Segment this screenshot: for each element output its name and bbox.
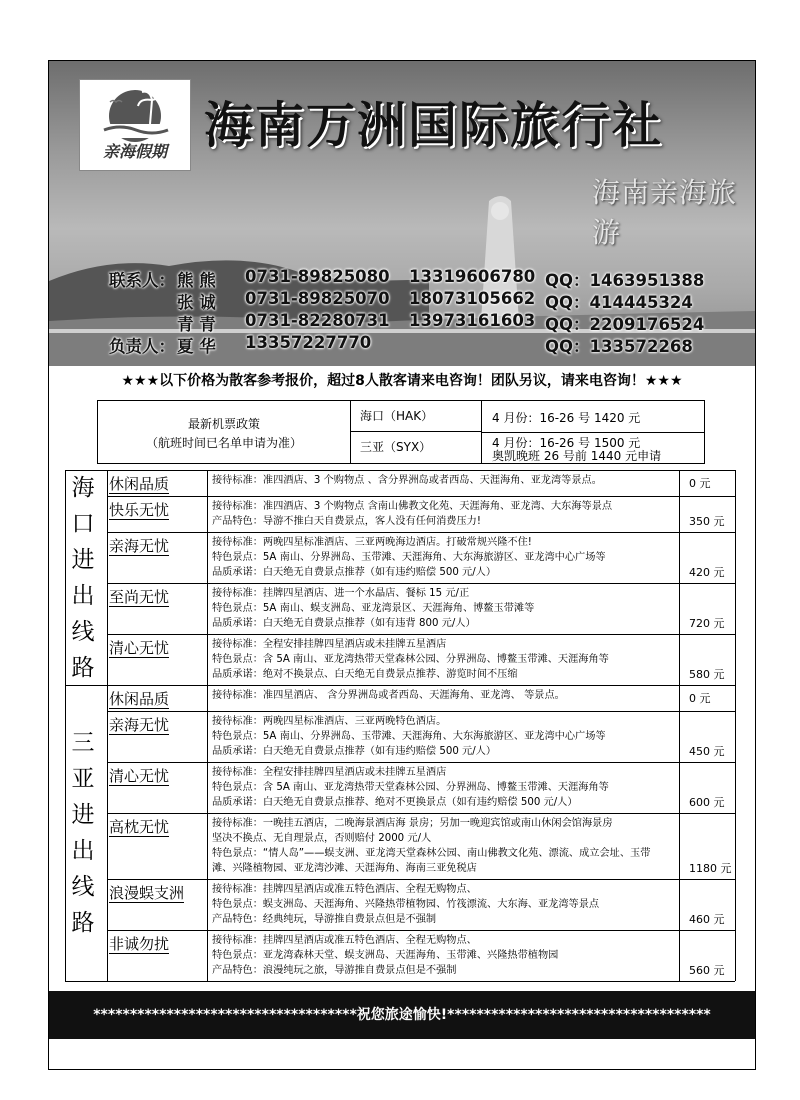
brand-subtitle: 海南亲海旅游 (592, 176, 738, 249)
section-title-char: 三 (71, 730, 95, 756)
package-description-line: 品质承诺：白天绝无自费景点推荐（如有违背 800 元/人） (212, 618, 476, 629)
package-name-text: 非诚勿扰 (109, 935, 170, 953)
section-title-char: 进 (71, 546, 95, 573)
flight-city: 三亚（SYX） (350, 432, 482, 463)
package-description-line: 特色景点：含 5A 南山、亚龙湾热带天堂森林公园、分界洲岛、博鳌玉带滩、天涯海角等 (212, 782, 609, 793)
package-description-line: 品质承诺：白天绝无自费景点推荐、绝对不更换景点（如有违约赔偿 500 元/人） (212, 797, 578, 808)
package-description (212, 688, 678, 703)
package-description-line: 接待标准：挂牌四星酒店或准五特色酒店、全程无购物点、 (212, 935, 477, 946)
package-description-line: 接待标准：全程安排挂牌四星酒店或未挂牌五星酒店 (212, 767, 447, 778)
contact-label: 联系人： (109, 271, 175, 290)
package-name (109, 688, 227, 709)
package-name-text: 休闲品质 (109, 475, 170, 493)
package-price: 600 元 (689, 796, 725, 809)
contact-name: 熊 熊 (177, 271, 216, 290)
package-name (109, 473, 227, 494)
package-price: 420 元 (689, 566, 725, 579)
package-name-text: 快乐无忧 (109, 501, 170, 519)
logo-text: 亲海假期 (102, 142, 167, 161)
package-name (109, 586, 227, 607)
flight-fare (492, 437, 661, 463)
package-description-line: 接待标准：准四星酒店、 含分界洲岛或者西岛、天涯海角、亚龙湾、 等景点。 (212, 690, 565, 701)
package-description-line: 特色景点：5A 南山、分界洲岛、玉带滩、天涯海角、大东海旅游区、亚龙湾中心广场等 (212, 731, 606, 742)
contact-row (109, 289, 755, 311)
header-banner (49, 61, 755, 366)
section-title-char: 进 (71, 802, 95, 828)
package-price: 0 元 (689, 692, 711, 705)
package-name (109, 933, 227, 954)
contact-mobile: 13319606780 (409, 267, 536, 286)
section-title-char: 出 (71, 582, 95, 609)
flight-policy-title: 最新机票政策 (187, 417, 260, 431)
package-description (212, 933, 678, 978)
section-title-char: 出 (71, 838, 95, 864)
package-description-line: 接待标准：挂牌四星酒店或准五特色酒店、全程无购物点、 (212, 884, 477, 895)
package-description-line: 特色景点：蜈支洲岛、天涯海角、兴隆热带植物园、竹筏漂流、大东海、亚龙湾等景点 (212, 899, 600, 910)
package-description-line: 产品特色：导游不推白天自费景点，客人没有任何消费压力! (212, 516, 481, 527)
contact-qq: QQ：133572268 (545, 337, 693, 356)
contact-phone: 0731-82280731 (245, 311, 390, 330)
package-description (212, 586, 678, 631)
package-description (212, 765, 678, 810)
flight-city: 海口（HAK） (350, 401, 482, 432)
package-name (109, 882, 227, 903)
contact-list (109, 267, 755, 355)
route-table (65, 470, 735, 981)
package-price: 350 元 (689, 515, 725, 528)
package-name (109, 816, 227, 837)
package-description-line: 接待标准：两晚四星标准酒店、三亚两晚特色酒店。 (212, 716, 447, 727)
package-description (212, 473, 678, 488)
package-name (109, 535, 227, 556)
package-name-text: 亲海无忧 (109, 716, 170, 734)
package-description-line: 滩、兴隆植物园、亚龙湾沙滩、天涯海角、海南三亚免税店 (212, 863, 477, 874)
flight-fare: 4 月份：16-26 号 1420 元 (492, 411, 641, 425)
section-title-char: 亚 (71, 766, 95, 792)
contact-mobile: 13973161603 (409, 311, 536, 330)
package-description (212, 535, 678, 580)
package-description (212, 882, 678, 927)
package-description (212, 714, 678, 759)
section-title-char: 路 (71, 654, 95, 681)
logo (79, 79, 191, 171)
package-description-line: 接待标准：准四酒店、3 个购物点 、含分界洲岛或者西岛、天涯海角、亚龙湾等景点。 (212, 475, 602, 486)
contact-phone: 0731-89825070 (245, 289, 390, 308)
package-name-text: 清心无忧 (109, 767, 170, 785)
package-price: 720 元 (689, 617, 725, 630)
package-name-text: 亲海无忧 (109, 537, 170, 555)
package-description-line: 接待标准：挂牌四星酒店、进一个水晶店、餐标 15 元/正 (212, 588, 470, 599)
section-title (65, 470, 101, 686)
contact-name: 夏 华 (177, 337, 216, 356)
flight-policy-note: （航班时间已名单申请为准） (145, 436, 302, 450)
price-notice: ★★★以下价格为散客参考报价，超过8人散客请来电咨询！团队另议，请来电咨询！★★★ (121, 373, 683, 389)
package-description-line: 特色景点：“情人岛”——蜈支洲、亚龙湾天堂森林公园、南山佛教文化苑、漂流、成立会址、玉带 (212, 848, 651, 859)
flight-policy-cell (98, 401, 351, 463)
package-description (212, 499, 678, 529)
package-description-line: 坚决不换点、无自理景点，否则赔付 2000 元/人 (212, 833, 432, 844)
package-description-line: 特色景点：亚龙湾森林天堂、蜈支洲岛、天涯海角、玉带滩、兴隆热带植物园 (212, 950, 559, 961)
package-description-line: 接待标准：全程安排挂牌四星酒店或未挂牌五星酒店 (212, 639, 447, 650)
package-price: 0 元 (689, 477, 711, 490)
package-description-line: 产品特色：经典纯玩，导游推自费景点但是不强制 (212, 914, 437, 925)
package-description-line: 特色景点：5A 南山、蜈支洲岛、亚龙湾景区、天涯海角、博鳌玉带滩等 (212, 603, 535, 614)
contact-phone: 13357227770 (245, 333, 372, 352)
package-name (109, 499, 227, 520)
flight-fare-line: 奥凯晚班 26 号前 1440 元申请 (492, 449, 662, 463)
contact-name: 青 青 (177, 315, 216, 334)
package-description-line: 产品特色：浪漫纯玩之旅，导游推自费景点但是不强制 (212, 965, 457, 976)
contact-row (109, 267, 755, 289)
package-description-line: 特色景点：5A 南山、分界洲岛、玉带滩、天涯海角、大东海旅游区、亚龙湾中心广场等 (212, 552, 606, 563)
package-name-text: 高枕无忧 (109, 818, 170, 836)
package-price: 450 元 (689, 745, 725, 758)
package-description-line: 接待标准：准四酒店、3 个购物点 含南山佛教文化苑、天涯海角、亚龙湾、大东海等景点 (212, 501, 613, 512)
flight-policy-table (97, 400, 705, 464)
contact-qq: QQ：414445324 (545, 293, 693, 312)
package-name-text: 浪漫蜈支洲 (109, 884, 185, 902)
package-name (109, 637, 227, 658)
contact-name: 张 诚 (177, 293, 216, 312)
contact-qq: QQ：1463951388 (545, 271, 705, 290)
package-description-line: 特色景点：含 5A 南山、亚龙湾热带天堂森林公园、分界洲岛、博鳌玉带滩、天涯海角等 (212, 654, 609, 665)
package-description (212, 816, 678, 876)
brand-title: 海南万洲国际旅行社 (204, 97, 664, 154)
contact-qq: QQ：2209176524 (545, 315, 705, 334)
package-name-text: 清心无忧 (109, 639, 170, 657)
package-description-line: 品质承诺：白天绝无自费景点推荐（如有违约赔偿 500 元/人） (212, 567, 497, 578)
package-description-line: 品质承诺：白天绝无自费景点推荐（如有违约赔偿 500 元/人） (212, 746, 497, 757)
package-name-text: 休闲品质 (109, 690, 170, 708)
flight-fare-line: 4 月份：16-26 号 1500 元 (492, 436, 641, 450)
section-title-char: 海 (71, 474, 95, 501)
section-title-char: 口 (71, 510, 95, 537)
contact-row (109, 311, 755, 333)
package-description-line: 接待标准：一晚挂五酒店，二晚海景酒店海 景房；另加一晚迎宾馆或南山休闲会馆海景房 (212, 818, 613, 829)
package-price: 460 元 (689, 913, 725, 926)
package-price: 580 元 (689, 668, 725, 681)
package-description-line: 品质承诺：绝对不换景点、白天绝无自费景点推荐、游览时间不压缩 (212, 669, 518, 680)
section-title-char: 线 (71, 874, 95, 900)
contact-phone: 0731-89825080 (245, 267, 390, 286)
package-name-text: 至尚无忧 (109, 588, 170, 606)
package-description-line: 接待标准：两晚四星标准酒店、三亚两晚海边酒店。打破常规兴隆不住! (212, 537, 532, 548)
contact-label: 负责人： (109, 337, 175, 356)
section-title-char: 线 (71, 618, 95, 645)
section-title-char: 路 (71, 910, 95, 936)
package-price: 1180 元 (689, 862, 732, 875)
package-name (109, 765, 227, 786)
package-name (109, 714, 227, 735)
poster (48, 60, 756, 1070)
package-price: 560 元 (689, 964, 725, 977)
contact-mobile: 18073105662 (409, 289, 536, 308)
section-title (65, 725, 101, 941)
footer-banner: ************************************祝您旅途愉快!************************************ (49, 991, 755, 1039)
contact-row (109, 333, 755, 355)
package-description (212, 637, 678, 682)
